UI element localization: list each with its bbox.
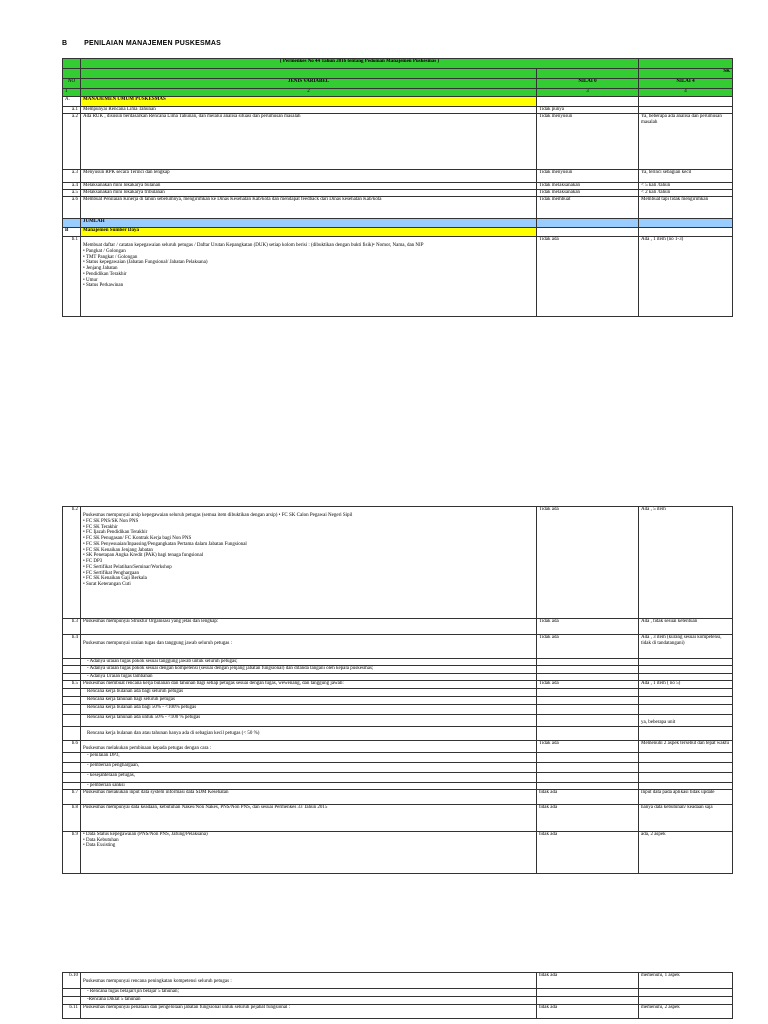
section-a-no: A. xyxy=(63,97,81,107)
assessment-table-part2 xyxy=(62,506,733,874)
column-header-row xyxy=(63,79,733,89)
table-row: - kesejahteraan petugas, xyxy=(63,773,733,783)
col-no: NO xyxy=(63,79,81,89)
column-number-row xyxy=(63,89,733,97)
assessment-table-part1 xyxy=(62,58,733,317)
table-row: a.3 Menyusun RPK secara Terinci dan lengkap Tidak menyusun Ya, terinci sebagian kecil xyxy=(63,170,733,183)
table-row: a.2 Ada RUK , disusun berdasarkan Rencana Lima Tahunan, dan melalui analisa situasi dan perumusan masalah Tidak menyusun Ya, beberapa ada analisa dan perumusan masalah xyxy=(63,114,733,170)
section-a-title: MANAJEMEN UMUM PUSKESMAS xyxy=(81,97,537,107)
assessment-table-part3 xyxy=(62,972,733,1019)
table-row: - Adanya uraian tugas pokok sesuai tanggung jawab untuk seluruh petugas; xyxy=(63,659,733,666)
table-row: -Rencana Diklat 5 tahunan xyxy=(63,997,733,1005)
section-title: PENILAIAN MANAJEMEN PUSKESMAS xyxy=(84,40,222,47)
table-row: - pemberian sanksi xyxy=(63,783,733,790)
table-row: Rencana kerja tahunan bagi seluruh petugas xyxy=(63,697,733,705)
num-4: 4 xyxy=(639,89,733,97)
num-3: 3 xyxy=(537,89,639,97)
table-row: b.1 Membuat daftar / catatan kepegawaian seluruh petugas / Daftar Urutan Kepangkatan (DUK) setiap kolom berisi : (dibuktikan dengan bukti fisik)• Nomor, Nama, dan NIP • Pangkat / Golongan • TMT Pangkat / Golongan • Status kepegawaian (Jabatan Fungsional/ Jabatan Pelaksana) • Jenjang Jabatan • Pendidikan Terakhir • Umur • Status Perkawinan Tidak ada Ada , 1 item (no 1-3) xyxy=(63,237,733,317)
table-row: Rencana kerja bulanan dan atau tahunan hanya ada di sebagian kecil petugas (< 50 %) xyxy=(63,727,733,741)
regulation-reference: ( Permenkes No 44 Tahun 2016 tentang Pedoman Manajemen Puskesmas ) xyxy=(81,59,639,69)
table-row: - penilaian DP3, xyxy=(63,753,733,763)
jumlah-row xyxy=(63,219,733,228)
num-2: 2 xyxy=(81,89,537,97)
jumlah-label: JUMLAH xyxy=(81,219,537,228)
col-nilai4: NILAI 4 xyxy=(639,79,733,89)
table-row: b.2 Puskesmas mempunyai arsip kepegawaian seluruh petugas (semua item dibuktikan dengan arsip) • FC SK Calon Pegawai Negeri Sipil • FC SK PNS/SK Non PNS • FC SK Terakhir • FC Ijazah Pendidikan Terakhir • FC SK Penugasan/ FC Kontrak Kerja bagi Non PNS • FC SK Penyesuaian/Inpassing/Pengangkatan Pertama dalam Jabatan Fungsional • FC SK Kenaikan Jenjang Jabatan • SK Penetapan Angka Kredit (PAK) bagi tenaga fungsional • FC DP3 • FC Sertifikat Pelatihan/Seminar/Workshop • FC Sertifikat Penghargaan • FC SK Kenaikan Gaji Berkala • Surat Keterangan Cuti Tidak ada Ada , 5 item xyxy=(63,507,733,619)
table-row: a.4 Melaksanakan mini lokakarya bulanan Tidak melaksanakan < 5 kali /tahun xyxy=(63,183,733,190)
table-row: a.5 Melaksanakan mini lokakarya tribulanan Tidak melaksanakan < 2 kali /tahun xyxy=(63,190,733,197)
col-variabel: JENIS VARIABEL xyxy=(81,79,537,89)
table-row: b.3 Puskesmas mempunyai Struktur Organisasi yang jelas dan lengkap: Tidak ada Ada , tidak sesuai ketentuan xyxy=(63,619,733,635)
skor-label: SK xyxy=(639,69,733,79)
table-row: b.7 Puskesmas melakukan input data system informasi data SDM Kesehatan tidak ada Input data pada aplikasi tidak update xyxy=(63,789,733,804)
sheet-title xyxy=(62,40,221,47)
reference-row xyxy=(63,59,733,69)
section-b-row xyxy=(63,228,733,237)
table-row: Rencana kerja bulanan ada bagi seluruh petugas xyxy=(63,689,733,697)
table-row: Rencana kerja tahunan ada untuk 50% - <100 % petugas ya, beberapa unit xyxy=(63,715,733,727)
table-row: a.6 Membuat Penilaian Kinerja di tahun sebelumnya, mengirimkan ke Dinas Kesehatan Kab/kota dan mendapat feedback dari Dinas kesehatan Kab/kota Tidak membuat Membuat tapi tidak mengirimkan xyxy=(63,197,733,219)
table-row: b.9 • Data Status kepegawaian (PNS/Non PNS, Jafung/Pelaksana) • Data Kebutuhan • Data Exsisting tidak ada ada, 2 aspek xyxy=(63,831,733,873)
table-row: b.11 Puskesmas mempunyai penataan dan pengelolaan jabatan fungsional untuk seluruh pejabat fungsional : tidak ada memenuhi, 2 aspek xyxy=(63,1005,733,1019)
section-a-row xyxy=(63,97,733,107)
table-row: b.6 Puskesmas melakukan pembinaan kepada petugas dengan cara : Tidak ada Memenuhi 2 aspek tersebut dan tepat waktu xyxy=(63,741,733,753)
table-row: - Rencana tugas belajar/ijin belajar 5 tahunan; xyxy=(63,989,733,997)
table-row: Rencana kerja bulanan ada bagi 50% - <100% petugas xyxy=(63,705,733,715)
table-row: b.5 Puskesmas membuat rencana kerja bulanan dan tahunan bagi setiap petugas sesuai dengan tugas, wewenang, dan tanggung jawab: Tidak ada Ada , 1 item ( no 5) xyxy=(63,681,733,689)
section-b-title: Manajemen Sumber Daya xyxy=(81,228,537,237)
section-letter: B xyxy=(62,40,68,47)
table-row: b.4 Puskesmas mempunyai uraian tugas dan tanggung jawab seluruh petugas : Tidak ada Ada , 3 item (kurang sesuai kompetensi, tidak di tandatangani) xyxy=(63,635,733,659)
col-nilai0: NILAI 0 xyxy=(537,79,639,89)
table-row: a.1 Mempunyai Rencana Lima Tahunan Tidak punya xyxy=(63,107,733,114)
table-row: - Adanya Uraian tugas tambahan xyxy=(63,674,733,681)
section-b-no: B xyxy=(63,228,81,237)
skor-row xyxy=(63,69,733,79)
table-row: b.8 Puskesmas mempunyai data keadaan, kebutuhan Nakes/Non Nakes, PNS/Non PNS, dan sesuai Permenkes 33 Tahun 2015 tidak ada hanya data kebutuhan/ keadaan saja xyxy=(63,804,733,831)
table-row: - pemberian penghargaan, xyxy=(63,763,733,773)
table-row: - Adanya uraian tugas pokok sesuai dengan kompetensi (sesuai dengan jenjang jabatan fungsional) dan ditanda tangani oleh kepala puskesmas; xyxy=(63,666,733,674)
table-row: b.10 Puskesmas mempunyai rencana peningkatan kompetensi seluruh petugas : tidak ada memenuhi, 1 aspek xyxy=(63,973,733,989)
num-1: 1 xyxy=(63,89,81,97)
